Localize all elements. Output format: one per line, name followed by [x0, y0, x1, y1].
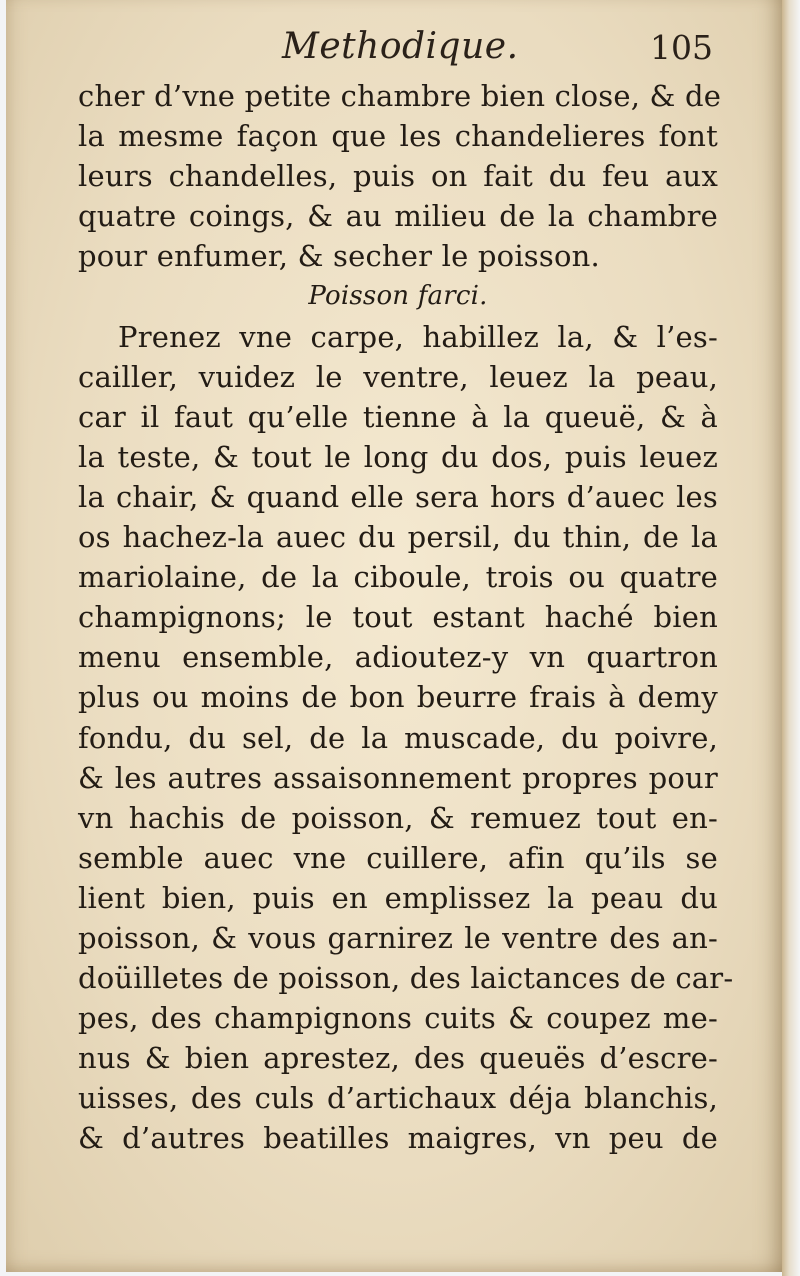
recipe-title: Poisson farci. — [308, 281, 488, 312]
running-head: Methodique. — [282, 26, 519, 67]
text-line: leurs chandelles, puis on fait du feu aux — [78, 159, 718, 194]
text-line: semble auec vne cuillere, afin qu’ils se — [78, 840, 718, 875]
text-line: plus ou moins de bon beurre frais à demy — [78, 680, 718, 715]
text-line: nus & bien aprestez, des queuës d’escre- — [78, 1041, 718, 1076]
page-header — [0, 18, 800, 74]
text-line: uisses, des culs d’artichaux déja blanchis, — [78, 1081, 718, 1116]
text-line: & les autres assaisonnement propres pour — [78, 760, 718, 795]
text-line: doüilletes de poisson, des laictances de car- — [78, 961, 734, 996]
text-line: fondu, du sel, de la muscade, du poivre, — [78, 720, 718, 755]
text-line: cailler, vuidez le ventre, leuez la peau, — [78, 359, 718, 394]
text-line: Prenez vne carpe, habillez la, & l’es- — [118, 319, 718, 354]
text-line: car il faut qu’elle tienne à la queuë, & à — [78, 399, 718, 434]
page-number: 105 — [650, 28, 713, 67]
text-line: poisson, & vous garnirez le ventre des an- — [78, 920, 718, 955]
text-line: cher d’vne petite chambre bien close, & de — [78, 79, 722, 113]
page-edge — [782, 0, 800, 1276]
text-line: quatre coings, & au milieu de la chambre — [78, 199, 718, 234]
text-line: menu ensemble, adioutez-y vn quartron — [78, 640, 718, 675]
text-line: la mesme façon que les chandelieres font — [78, 119, 718, 154]
text-body — [78, 76, 734, 1159]
text-line: vn hachis de poisson, & remuez tout en- — [78, 800, 718, 835]
text-line: & d’autres beatilles maigres, vn peu de — [78, 1121, 718, 1156]
text-line: os hachez-la auec du persil, du thin, de la — [78, 520, 718, 555]
text-line: pes, des champignons cuits & coupez me- — [78, 1001, 718, 1036]
text-line: mariolaine, de la ciboule, trois ou quatre — [78, 560, 718, 595]
text-line: la teste, & tout le long du dos, puis leuez — [78, 439, 718, 474]
text-line: la chair, & quand elle sera hors d’auec les — [78, 479, 718, 514]
text-line: pour enfumer, & secher le poisson. — [78, 239, 600, 274]
text-line: champignons; le tout estant haché bien — [78, 600, 718, 635]
text-line: lient bien, puis en emplissez la peau du — [78, 880, 718, 915]
